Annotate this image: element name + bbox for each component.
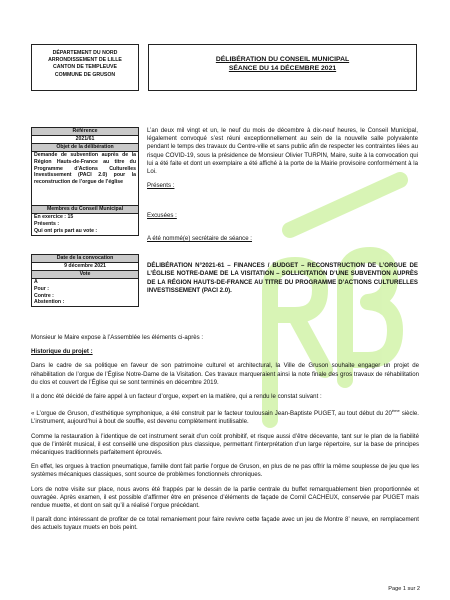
reference-block — [31, 127, 139, 208]
membres-presents: Présents : — [34, 220, 60, 227]
membres-label: Membres du Conseil Municipal — [31, 205, 139, 214]
membres-votants: Qui ont pris part au vote : — [34, 227, 98, 234]
convocation-block — [31, 254, 139, 307]
header-line-canton: CANTON DE TEMPLEUVE — [53, 64, 117, 71]
presents-label: Présents : — [147, 182, 175, 190]
session-date: SÉANCE DU 14 DÉCEMBRE 2021 — [228, 65, 337, 72]
reference-label: Référence — [31, 127, 139, 136]
excuses-label: Excusées : — [147, 212, 177, 219]
page-number: Page 1 sur 2 — [388, 586, 420, 592]
body-paragraph-3-sup: ème — [391, 408, 400, 414]
intro-paragraph: L’an deux mil vingt et un, le neuf du mois de décembre à dix-neuf heures, le Conseil Municipal, légalement convoqué s’est réuni exceptionnellement au sein de la nouvelle salle polyvalente pendant le temps des travaux du Centre-ville et sans public afin de respecter les contraintes liées au risque COVID-19, sous la présidence de Monsieur Olivier TURPIN, Maire, suite à la convocation qui lui a été faite et dont un exemplaire a été affiché à la porte de la Mairie provisoire conformément à la Loi. — [147, 127, 418, 176]
vote-list — [31, 279, 139, 308]
body-paragraph-3-start: « L’orgue de Gruson, d’esthétique symphonique, a été construit par le facteur toulousain Jean-Baptiste PUGET, au tout début du 20 — [31, 410, 392, 418]
secretaire-block — [147, 235, 418, 243]
body-intro-line: Monsieur le Maire expose à l’Assemblée les éléments ci-après : — [31, 334, 204, 341]
body-paragraph-4: Comme la restauration à l’identique de cet instrument serait d’un coût prohibitif, et risque aussi d’être décevante, tant sur le plan de la fiabilité que de l’intérêt musical, il est conseillé une disposition plus classique, permettant l’interprétation d’un large répertoire, sur la base de principes mécaniques traditionnels parfaitement éprouvés. — [31, 432, 419, 457]
deliberation-title: DÉLIBÉRATION N°2021-61 – FINANCES / BUDGET – RECONSTRUCTION DE L’ORGUE DE L’ÉGLISE NOTRE-DAME DE LA VISITATION – SOLLICITATION D’UNE SUBVENTION AUPRÈS DE LA RÉGION HAUTS-DE-FRANCE AU TITRE DU PROGRAMME D’ACTIONS CULTURELLES INVESTISSEMENT (PACI 2.0). — [147, 262, 418, 294]
document-title-box — [148, 44, 417, 91]
body-paragraph-2: Il a donc été décidé de faire appel à un facteur d’orgue, expert en la matière, qui a rendu le constat suivant : — [31, 393, 322, 401]
convocation-label: Date de la convocation — [31, 254, 139, 263]
document-title: DÉLIBÉRATION DU CONSEIL MUNICIPAL — [215, 56, 350, 63]
vote-contre: Contre : — [34, 292, 54, 299]
header-line-commune: COMMUNE DE GRUSON — [54, 71, 116, 78]
vote-label: Vote — [31, 271, 139, 279]
objet-text: Demande de subvention auprès de la Région Hauts-de-France au titre du Programme d’Actions Culturelles Investissement (PACI 2.0) pour la reconstruction de l’orgue de l’église — [31, 152, 139, 208]
header-line-arrondissement: ARRONDISSEMENT DE LILLE — [48, 57, 122, 64]
convocation-date: 9 décembre 2021 — [31, 263, 139, 271]
vote-a: A — [34, 278, 38, 285]
body-paragraph-6: Lors de notre visite sur place, nous avons été frappés par le dessin de la partie centrale du buffet remarquablement bien proportionnée et ouvragée. Après examen, il est possible d’affirmer être en présence d’éléments de façade de Cornil CACHEUX, conservée par PUGET mais rendue muette, et dont on sait qu’il a réalisé l’orgue précédant. — [31, 485, 419, 510]
historique-heading: Historique du projet : — [31, 348, 93, 356]
membres-en-exercice: En exercice : 15 — [34, 213, 74, 220]
header-line-departement: DÉPARTEMENT DU NORD — [52, 50, 118, 56]
membres-list — [31, 214, 139, 236]
session-intro — [147, 127, 418, 190]
body-paragraph-1: Dans le cadre de sa politique en faveur de son patrimoine culturel et architectural, la Ville de Gruson souhaite engager un projet de réhabilitation de l’orgue de l’Église Notre-Dame de la Visitation. Ces travaux marqueraient ainsi la note finale des gros travaux de réhabilitation du clos et couvert de l’Église qui se sont terminés en décembre 2019. — [31, 362, 419, 386]
administrative-header — [31, 44, 139, 91]
body-paragraph-7: Il paraît donc intéressant de profiter de ce total remaniement pour faire revivre cette façade avec un jeu de Montre 8’ neuve, en remplacement des actuels tuyaux muets en bois peint. — [31, 516, 419, 532]
secretaire-label: A été nommé(e) secrétaire de séance : — [147, 235, 253, 242]
objet-label: Objet de la délibération — [31, 144, 139, 152]
reference-value: 2021/61 — [31, 136, 139, 144]
excuses-block — [147, 212, 418, 220]
deliberation-body — [31, 334, 419, 539]
membres-block — [31, 205, 139, 236]
body-paragraph-5: En effet, les orgues à traction pneumatique, famille dont fait partie l’orgue de Gruson, en plus de ne pas offrir la même souplesse de jeu que les systèmes mécaniques classiques, sont source de problèmes fonctionnels chroniques. — [31, 463, 419, 479]
body-paragraph-3-end: siècle. L’instrument, aujourd’hui à bout de souffle, est devenu complètement inutilisable. — [31, 410, 419, 426]
vote-pour: Pour : — [34, 285, 49, 292]
body-paragraph-3 — [31, 407, 419, 426]
vote-abstention: Abstention : — [34, 299, 65, 306]
